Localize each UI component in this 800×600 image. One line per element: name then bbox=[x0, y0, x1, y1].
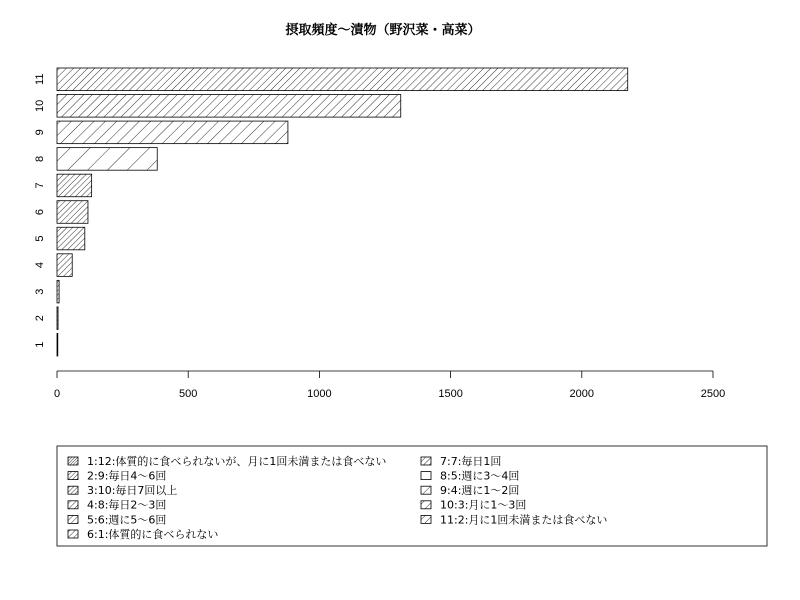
legend-swatch bbox=[421, 486, 431, 494]
y-tick-label: 6 bbox=[33, 208, 46, 216]
legend-entry: 3:10:毎日7回以上 bbox=[87, 484, 178, 498]
x-tick-label: 500 bbox=[179, 388, 198, 400]
legend-swatch bbox=[421, 457, 431, 465]
bar-2 bbox=[57, 307, 58, 330]
legend-entry: 10:3:月に1～3回 bbox=[440, 498, 527, 512]
legend-swatch bbox=[421, 501, 431, 509]
y-tick-label: 2 bbox=[33, 315, 46, 322]
y-tick-label: 8 bbox=[33, 155, 46, 162]
y-tick-label: 10 bbox=[33, 99, 46, 112]
y-axis bbox=[34, 74, 46, 348]
y-tick-label: 3 bbox=[33, 288, 46, 295]
legend-swatch bbox=[68, 472, 78, 480]
legend-swatch bbox=[421, 515, 431, 523]
bar-9 bbox=[57, 121, 288, 144]
y-tick-label: 9 bbox=[33, 129, 46, 136]
legend-swatch bbox=[68, 457, 78, 465]
legend-swatch bbox=[68, 515, 78, 523]
legend-entry: 6:1:体質的に食べられない bbox=[87, 527, 219, 541]
bars-group bbox=[57, 68, 628, 356]
legend-entry: 2:9:毎日4～6回 bbox=[87, 469, 167, 483]
legend-entry: 9:4:週に1～2回 bbox=[440, 484, 520, 498]
bar-1 bbox=[57, 333, 58, 356]
x-tick-label: 1500 bbox=[438, 388, 463, 400]
x-tick-label: 2000 bbox=[569, 388, 595, 400]
bar-4 bbox=[57, 254, 72, 277]
bar-10 bbox=[57, 95, 401, 118]
bar-8 bbox=[57, 148, 157, 171]
x-tick-label: 2500 bbox=[700, 388, 726, 400]
chart-title: 摂取頻度～漬物（野沢菜・高菜） bbox=[285, 23, 481, 38]
y-tick-label: 1 bbox=[33, 341, 46, 348]
legend-swatch bbox=[68, 486, 78, 494]
legend bbox=[57, 446, 767, 546]
legend-entry: 5:6:週に5～6回 bbox=[87, 513, 167, 527]
legend-entry: 4:8:毎日2～3回 bbox=[87, 498, 167, 512]
bar-11 bbox=[57, 68, 628, 91]
legend-entry: 11:2:月に1回未満または食べない bbox=[440, 513, 608, 527]
bar-5 bbox=[57, 227, 85, 250]
legend-swatch bbox=[68, 530, 78, 538]
bar-3 bbox=[57, 280, 59, 303]
legend-entry: 1:12:体質的に食べられないが、月に1回未満または食べない bbox=[87, 454, 387, 468]
legend-swatch bbox=[68, 501, 78, 509]
bar-6 bbox=[57, 201, 88, 224]
legend-entry: 8:5:週に3～4回 bbox=[440, 469, 520, 483]
x-axis bbox=[54, 371, 725, 400]
y-tick-label: 4 bbox=[33, 262, 46, 269]
y-tick-label: 7 bbox=[33, 182, 46, 189]
legend-entry: 7:7:毎日1回 bbox=[440, 454, 502, 468]
x-tick-label: 1000 bbox=[307, 388, 332, 400]
bar-7 bbox=[57, 174, 92, 197]
legend-swatch bbox=[421, 472, 431, 480]
y-tick-label: 5 bbox=[33, 235, 46, 242]
x-tick-label: 0 bbox=[53, 388, 61, 400]
y-tick-label: 11 bbox=[33, 73, 46, 85]
